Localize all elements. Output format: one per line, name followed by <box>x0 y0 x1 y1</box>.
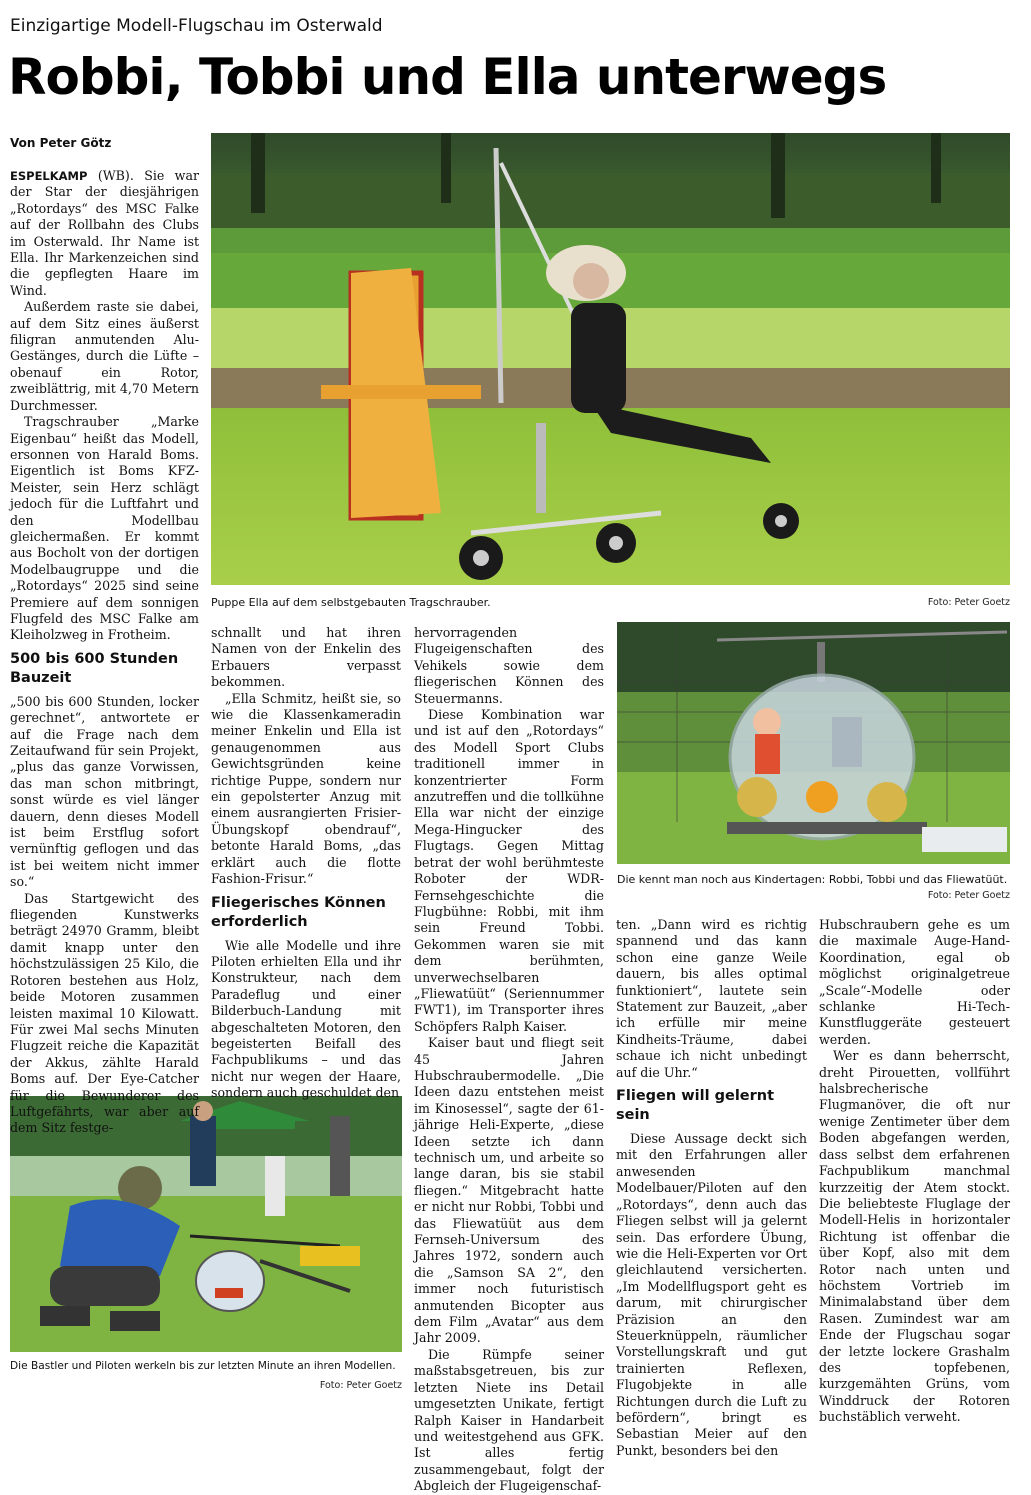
paragraph: schnallt und hat ihren Namen von der Enkelin des Erbauers verpasst bekommen. <box>211 625 401 690</box>
pilots-caption: Die Bastler und Piloten werkeln bis zur letzten Minute an ihren Modellen. <box>10 1360 396 1372</box>
paragraph: Diese Kombination war und ist auf den „Rotordays“ des Modell Sport Clubs traditionell immer in konzentrierter Form anzutreffen und die tollkühne Ella war nicht der einzige Mega-Hingucker des Flugtags. Gegen Mittag betrat der wohl berühmteste Roboter der WDR-Fernsehgeschichte die Flugbühne: Robbi, mit ihm sein Freund Tobbi. Gekommen waren sie mit dem berühmten, unverwechselbaren „Fliewatüüt“ (Seriennummer FWT1), im Transporter ihres Schöpfers Ralph Kaiser. <box>414 707 604 1034</box>
paragraph: Hubschraubern gehe es um die maximale Auge-Hand-Koordination, egal ob möglichst originalgetreue „Scale“-Modelle oder schlanke Hi-Tech-Kunstfluggeräte gesteuert werden. <box>819 917 1010 1047</box>
paragraph: Die Rümpfe seiner maßstabsgetreuen, bis zur letzten Niete ins Detail umgesetzten Unikate, fertigt Ralph Kaiser in Handarbeit und weitestgehend aus GFK. Ist alles fertig zusammengebaut, folgt der Abgleich der Flugeigenschaf- <box>414 1346 604 1494</box>
text-column-2 <box>211 625 401 1101</box>
article-headline: Robbi, Tobbi und Ella unterwegs <box>8 48 887 106</box>
paragraph: ten. „Dann wird es richtig spannend und das kann schon eine ganze Weile dauern, bis alles optimal funktioniert“, lautete sein Statement zur Bauzeit, „aber ich erfülle mir meine Kindheits-Träume, dabei schaue ich nicht unbedingt auf die Uhr.“ <box>616 917 807 1080</box>
pilots-credit: Foto: Peter Goetz <box>319 1380 402 1391</box>
paragraph: Tragschrauber „Marke Eigenbau“ heißt das Modell, ersonnen von Harald Boms. Eigentlich ist Boms KFZ-Meister, sein Herz schlägt jedoch für die Luftfahrt und den Modellbau gleichermaßen. Er kommt aus Bocholt von der dortigen Modelbaugruppe und die „Rotordays“ 2025 sind seine Premiere auf dem sonnigen Flugfeld des MSC Falke am Kleiholzweg in Frotheim. <box>10 414 199 643</box>
fliewatuut-credit: Foto: Peter Goetz <box>927 890 1010 901</box>
paragraph: „Ella Schmitz, heißt sie, so wie die Klassenkameradin meiner Enkelin und Ella ist genaugenommen aus Gewichtsgründen keine richtige Puppe, sondern nur ein gepolsterter Anzug mit einem ausrangierten Frisier-Übungskopf obendrauf“, betonte Harald Boms, „das erklärt auch die flotte Fashion-Frisur.“ <box>211 690 401 887</box>
text-column-4 <box>616 917 807 1458</box>
fliewatuut-photo <box>617 622 1010 864</box>
fliewatuut-caption: Die kennt man noch aus Kindertagen: Robbi, Tobbi und das Fliewatüüt. <box>617 873 1008 886</box>
paragraph: „500 bis 600 Stunden, locker gerechnet“, antwortete er auf die Frage nach dem Zeitaufwand für sein Projekt, „plus das ganze Vorwissen, das man schon mitbringt, sonst würde es viel länger dauern, denn dieses Modell ist beim Erstflug sofort vernünftig geflogen und das ist bei weitem nicht immer so.“ <box>10 693 199 890</box>
text-column-1 <box>10 168 199 1136</box>
paragraph: Wer es dann beherrscht, dreht Pirouetten, vollführt halsbrecherische Flugmanöver, die oft nur wenige Zentimeter über dem Boden abgefangen werden, dass selbst dem erfahrenen Fachpublikum manchmal kurzzeitig der Atem stockt. Die beliebteste Fluglage der Modell-Helis in horizontaler Richtung ist offenbar die über Kopf, also mit dem Rotor nach unten und höchstem Vortrieb im Minimalabstand über dem Rasen. Zumindest war am Ende der Flugschau sogar der letzte lockere Grashalm des topfebenen, kurzgemähten Grüns, vom Winddruck der Rotoren buchstäblich verweht. <box>819 1048 1010 1425</box>
main-photo-gyrocopter <box>211 133 1010 585</box>
text-column-3 <box>414 625 604 1494</box>
paragraph: ESPELKAMP (WB). Sie war der Star der diesjährigen „Rotordays“ des MSC Falke auf der Rollbahn des Clubs im Osterwald. Ihr Name ist Ella. Ihr Markenzeichen sind die gepflegten Haare im Wind. <box>10 168 199 298</box>
article-byline: Von Peter Götz <box>10 136 112 150</box>
subheading: 500 bis 600 Stunden Bauzeit <box>10 650 179 686</box>
article-kicker: Einzigartige Modell-Flugschau im Osterwald <box>10 16 383 36</box>
paragraph: Diese Aussage deckt sich mit den Erfahrungen aller anwesenden Modelbauer/Piloten auf den „Rotordays“, denn auch das Fliegen selbst will ja gelernt sein. Das erfordere Übung, wie die Heli-Experten vor Ort gleichlautend versicherten. „Im Modellflugsport geht es darum, mit chirurgischer Präzision an den Steuerknüppeln, räumlicher Vorstellungskraft und gut trainierten Reflexen, Flugobjekte in alle Richtungen durch die Luft zu befördern“, bringt es Sebastian Meier auf den Punkt, besonders bei den <box>616 1131 807 1458</box>
paragraph: Außerdem raste sie dabei, auf dem Sitz eines äußerst filigran anmutenden Alu-Gestänges, durch die Lüfte – obenauf ein Rotor, zweiblättrig, mit 4,70 Metern Durchmesser. <box>10 299 199 413</box>
main-photo-caption: Puppe Ella auf dem selbstgebauten Tragschrauber. <box>211 596 491 609</box>
paragraph: hervorragenden Flugeigenschaften des Vehikels sowie dem fliegerischen Können des Steuermanns. <box>414 625 604 706</box>
subheading: Fliegerisches Können erforderlich <box>211 894 386 930</box>
paragraph: Das Startgewicht des fliegenden Kunstwerks beträgt 24970 Gramm, bleibt damit knapp unter den höchstzulässigen 25 Kilo, die Rotoren bestehen aus Holz, beide Motoren zusammen leisten maximal 10 Kilowatt. Für zwei Mal sechs Minuten Flugzeit reiche die Kapazität der Akkus, zählte Harald Boms auf. Der Eye-Catcher für die Bewunderer des Luftgefährts, war aber auf dem Sitz festge- <box>10 890 199 1136</box>
paragraph: Wie alle Modelle und ihre Piloten erhielten Ella und ihr Konstrukteur, nach dem Paradeflug und einer Bilderbuch-Landung mit abgeschalteten Motoren, den begeisterten Beifall des Fachpublikums – und das nicht nur wegen der Haare, sondern auch geschuldet den <box>211 937 401 1101</box>
subheading: Fliegen will gelernt sein <box>616 1088 775 1124</box>
paragraph: Kaiser baut und fliegt seit 45 Jahren Hubschraubermodelle. „Die Ideen dazu entstehen meist im Kinosessel“, sagte der 61-jährige Heli-Experte, „diese Ideen setzte ich dann technisch um, und arbeite so lange daran, bis sie stabil fliegen.“ Mitgebracht hatte er nicht nur Robbi, Tobbi und das Fliewatüüt aus dem Fernseh-Universum des Jahres 1972, sondern auch die „Samson SA 2“, den immer noch futuristisch anmutenden Bicopter aus dem Film „Avatar“ aus dem Jahr 2009. <box>414 1035 604 1346</box>
main-photo-credit: Foto: Peter Goetz <box>927 597 1010 608</box>
dateline: ESPELKAMP <box>10 169 88 183</box>
text-column-5 <box>819 917 1010 1425</box>
